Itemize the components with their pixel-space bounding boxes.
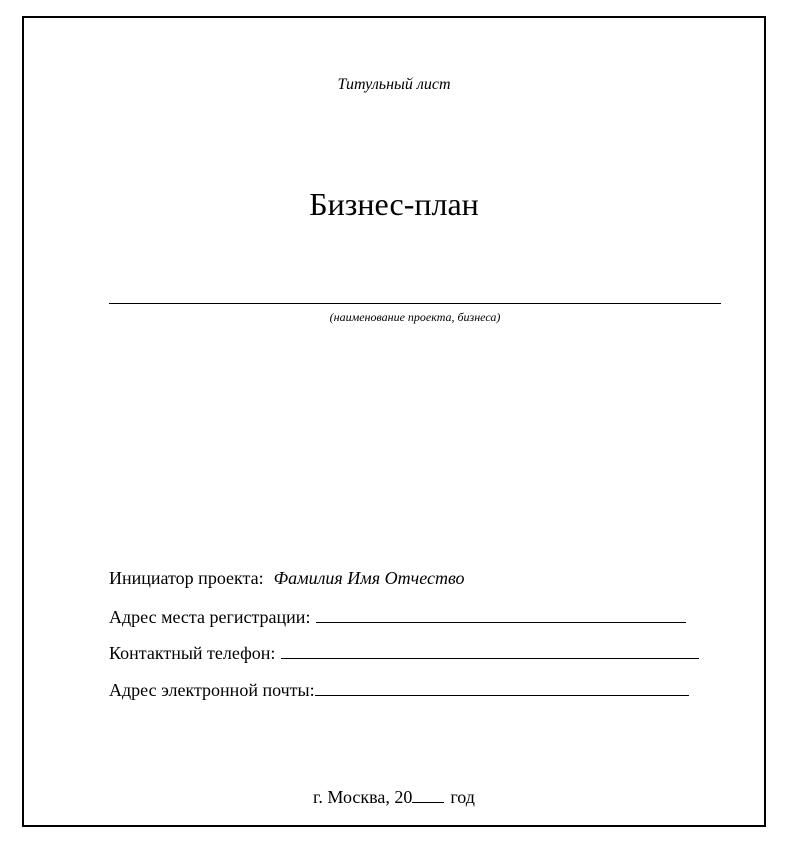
city-year-line xyxy=(24,786,764,808)
initiator-label: Инициатор проекта: xyxy=(109,568,264,588)
initiator-name: Фамилия Имя Отчество xyxy=(273,568,465,588)
email-blank-line xyxy=(315,677,689,696)
initiator-row xyxy=(109,567,465,589)
phone-blank-line xyxy=(281,640,699,659)
sheet-label: Титульный лист xyxy=(337,76,451,93)
title-page xyxy=(22,16,766,827)
city-prefix: г. Москва, 20 xyxy=(313,787,413,807)
address-row xyxy=(109,604,686,628)
phone-row xyxy=(109,640,699,664)
year-suffix: год xyxy=(450,787,475,807)
address-blank-line xyxy=(316,604,686,623)
phone-label: Контактный телефон: xyxy=(109,643,276,663)
project-name-line xyxy=(109,303,721,304)
project-name-caption: (наименование проекта, бизнеса) xyxy=(329,310,501,324)
email-label: Адрес электронной почты: xyxy=(109,680,315,700)
address-label: Адрес места регистрации: xyxy=(109,607,311,627)
document-title: Бизнес-план xyxy=(309,186,479,222)
year-blank-line xyxy=(412,786,444,803)
email-row xyxy=(109,677,689,701)
